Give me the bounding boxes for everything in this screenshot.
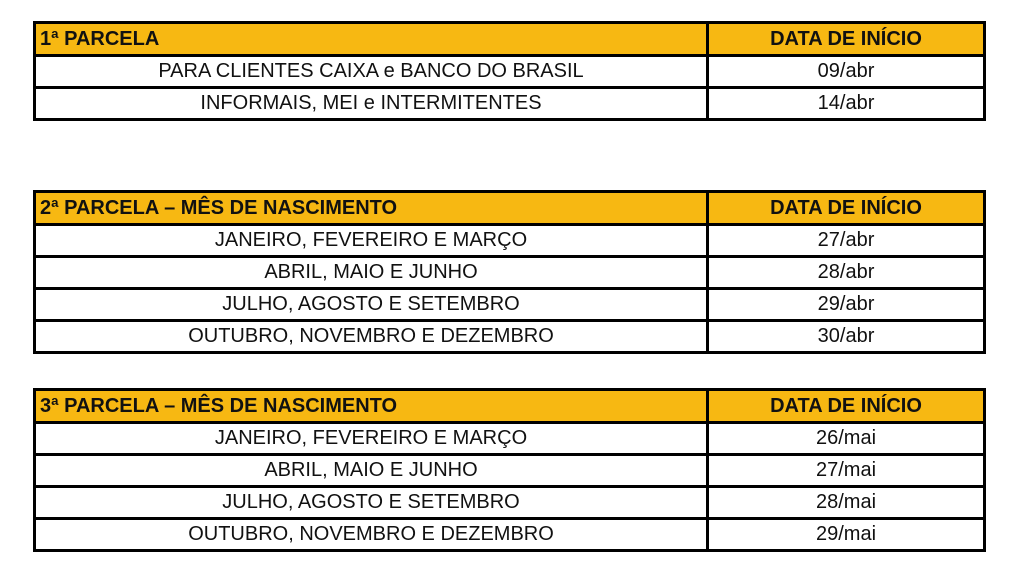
row-label: OUTUBRO, NOVEMBRO E DEZEMBRO <box>36 520 709 549</box>
row-date: 14/abr <box>817 92 875 114</box>
row-date: 29/abr <box>817 293 875 315</box>
parcela-title: 1ª PARCELA <box>36 24 709 54</box>
row-label: ABRIL, MAIO E JUNHO <box>36 258 709 287</box>
row-label: OUTUBRO, NOVEMBRO E DEZEMBRO <box>36 322 709 351</box>
table-row <box>36 255 983 287</box>
row-label: INFORMAIS, MEI e INTERMITENTES <box>36 89 709 118</box>
parcela-1-table <box>33 21 986 121</box>
row-label: JULHO, AGOSTO E SETEMBRO <box>36 290 709 319</box>
row-date: 27/abr <box>817 229 875 251</box>
table-header-row <box>36 391 983 421</box>
table-row <box>36 517 983 549</box>
date-column-header: DATA DE INÍCIO <box>709 24 983 54</box>
table-header-row <box>36 193 983 223</box>
table-row <box>36 421 983 453</box>
parcela-title: 3ª PARCELA – MÊS DE NASCIMENTO <box>36 391 709 421</box>
table-row <box>36 287 983 319</box>
parcela-3-table <box>33 388 986 552</box>
row-date: 28/mai <box>815 491 877 513</box>
table-row <box>36 453 983 485</box>
row-label: JULHO, AGOSTO E SETEMBRO <box>36 488 709 517</box>
date-column-header: DATA DE INÍCIO <box>709 193 983 223</box>
row-date: 27/mai <box>815 459 877 481</box>
row-date: 26/mai <box>815 427 877 449</box>
table-row <box>36 54 983 86</box>
table-row <box>36 319 983 351</box>
row-label: PARA CLIENTES CAIXA e BANCO DO BRASIL <box>36 57 709 86</box>
parcela-2-table <box>33 190 986 354</box>
table-row <box>36 485 983 517</box>
row-label: JANEIRO, FEVEREIRO E MARÇO <box>36 226 709 255</box>
row-date: 28/abr <box>817 261 875 283</box>
row-date: 09/abr <box>817 60 875 82</box>
row-label: ABRIL, MAIO E JUNHO <box>36 456 709 485</box>
date-column-header: DATA DE INÍCIO <box>709 391 983 421</box>
row-date: 30/abr <box>817 325 875 347</box>
table-header-row <box>36 24 983 54</box>
row-date: 29/mai <box>815 523 877 545</box>
row-label: JANEIRO, FEVEREIRO E MARÇO <box>36 424 709 453</box>
parcela-title: 2ª PARCELA – MÊS DE NASCIMENTO <box>36 193 709 223</box>
table-row <box>36 223 983 255</box>
table-row <box>36 86 983 118</box>
